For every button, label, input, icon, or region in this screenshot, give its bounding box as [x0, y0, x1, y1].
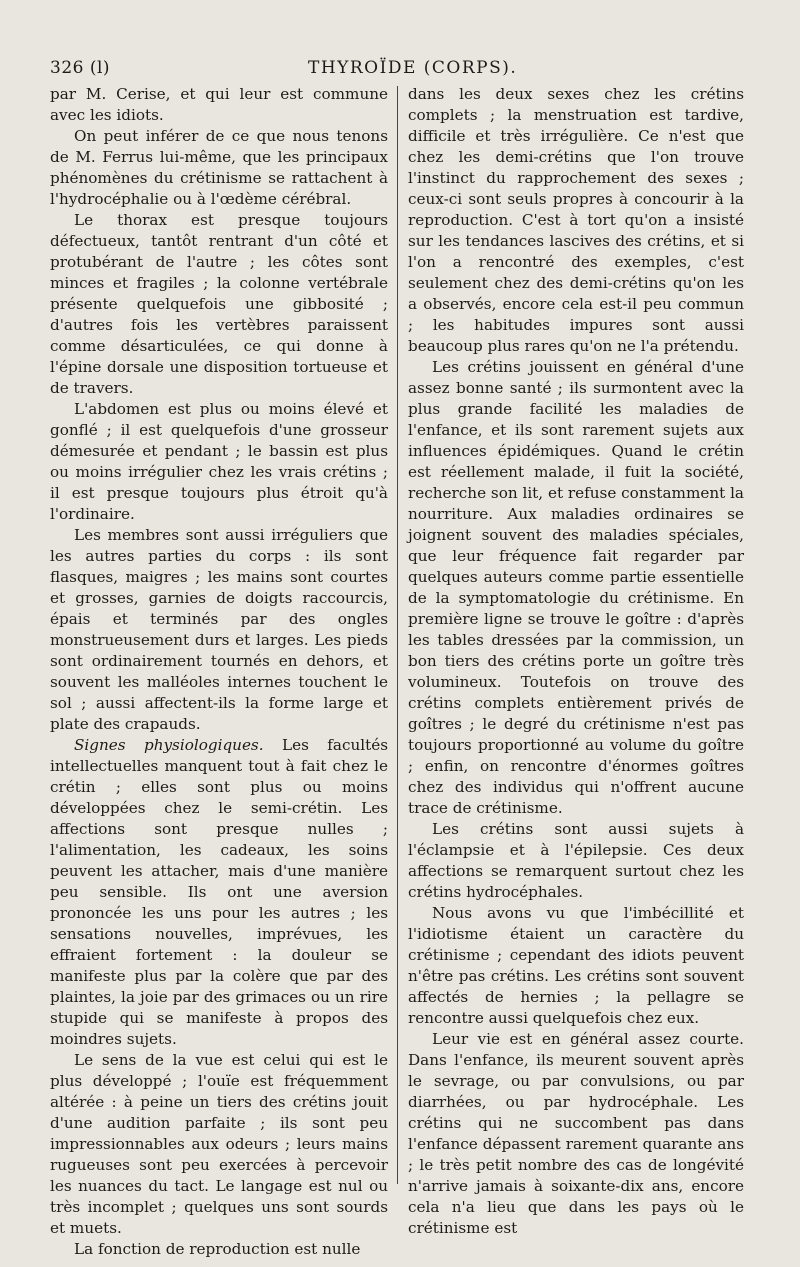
column-divider — [397, 86, 398, 1184]
left-column — [50, 84, 388, 1260]
paragraph — [50, 1050, 388, 1239]
paragraph — [50, 210, 388, 399]
paragraph — [408, 357, 744, 819]
section-subheading: Signes physiologiques. — [74, 736, 264, 754]
paragraph — [408, 84, 744, 357]
paragraph-text: Leur vie est en général assez courte. Dans l'enfance, ils meurent souvent après le sevrage, ou par convulsions, ou par diarrhées, ou par hydrocéphale. Les crétins qui ne succombent pas dans l'enfance dépassent rarement quarante ans ; le très petit nombre des cas de longévité n'arrive jamais à soixante-dix ans, encore cela n'a lieu que dans les pays où le crétinisme est — [408, 1030, 744, 1237]
right-column — [408, 84, 744, 1239]
page-number: 326 (l) — [50, 58, 111, 78]
paragraph-text: par M. Cerise, et qui leur est commune avec les idiots. — [50, 85, 388, 124]
paragraph-text: La fonction de reproduction est nulle — [74, 1240, 361, 1258]
paragraph-text: Les facultés intellectuelles manquent tout à fait chez le crétin ; elles sont plus ou moins développées chez le semi-crétin. Les affections sont presque nulles ; l'alimentation, les cadeaux, les soins peuvent les attacher, mais d'une manière peu sensible. Ils ont une aversion prononcée les uns pour les autres ; les sensations nouvelles, imprévues, les effraient fortement : la douleur se manifeste plus par la colère que par des plaintes, la joie par des grimaces ou un rire stupide qui se manifeste à propos des moindres sujets. — [50, 736, 388, 1048]
paragraph-text: On peut inférer de ce que nous tenons de M. Ferrus lui-même, que les principaux phénomènes du crétinisme se rattachent à l'hydrocéphalie ou à l'œdème cérébral. — [50, 127, 388, 208]
page-header — [50, 58, 786, 82]
paragraph — [50, 126, 388, 210]
paragraph — [50, 399, 388, 525]
running-title: THYROÏDE (CORPS). — [308, 58, 518, 78]
paragraph — [50, 735, 388, 1050]
paragraph-text: Nous avons vu que l'imbécillité et l'idiotisme étaient un caractère du crétinisme ; cependant des idiots peuvent n'être pas crétins. Les crétins sont souvent affectés de hernies ; la pellagre se rencontre aussi quelquefois chez eux. — [408, 904, 744, 1027]
paragraph — [408, 1029, 744, 1239]
paragraph — [50, 1239, 388, 1260]
paragraph-text: Le thorax est presque toujours défectueux, tantôt rentrant d'un côté et protubérant de l'autre ; les côtes sont minces et fragiles ; la colonne vertébrale présente quelquefois une gibbosité ; d'autres fois les vertèbres paraissent comme désarticulées, ce qui donne à l'épine dorsale une disposition tortueuse et de travers. — [50, 211, 388, 397]
paragraph-text: Les membres sont aussi irréguliers que les autres parties du corps : ils sont flasques, maigres ; les mains sont courtes et grosses, garnies de doigts raccourcis, épais et terminés par des ongles monstrueusement durs et larges. Les pieds sont ordinairement tournés en dehors, et souvent les malléoles internes touchent le sol ; aussi affectent-ils la forme large et plate des crapauds. — [50, 526, 388, 733]
paragraph — [408, 819, 744, 903]
paragraph-text: Le sens de la vue est celui qui est le plus développé ; l'ouïe est fréquemment altérée : à peine un tiers des crétins jouit d'une audition parfaite ; ils sont peu impressionnables aux odeurs ; leurs mains rugueuses sont peu exercées à percevoir les nuances du tact. Le langage est nul ou très incomplet ; quelques uns sont sourds et muets. — [50, 1051, 388, 1237]
paragraph-text: Les crétins jouissent en général d'une assez bonne santé ; ils surmontent avec la plus grande facilité les maladies de l'enfance, et ils sont rarement sujets aux influences épidémiques. Quand le crétin est réellement malade, il fuit la société, recherche son lit, et refuse constamment la nourriture. Aux maladies ordinaires se joignent souvent des maladies spéciales, que leur fréquence fait regarder par quelques auteurs comme partie essentielle de la symptomatologie du crétinisme. En première ligne se trouve le goître : d'après les tables dressées par la commission, un bon tiers des crétins porte un goître très volumineux. Toutefois on trouve des crétins complets entièrement privés de goîtres ; le degré du crétinisme n'est pas toujours proportionné au volume du goître ; enfin, on rencontre d'énormes goîtres chez des individus qui n'offrent aucune trace de crétinisme. — [408, 358, 744, 817]
paragraph-text: Les crétins sont aussi sujets à l'éclampsie et à l'épilepsie. Ces deux affections se remarquent surtout chez les crétins hydrocéphales. — [408, 820, 744, 901]
paragraph-text: L'abdomen est plus ou moins élevé et gonflé ; il est quelquefois d'une grosseur démesurée et pendant ; le bassin est plus ou moins irrégulier chez les vrais crétins ; il est presque toujours plus étroit qu'à l'ordinaire. — [50, 400, 388, 523]
paragraph-text: dans les deux sexes chez les crétins complets ; la menstruation est tardive, difficile et très irrégulière. Ce n'est que chez les demi-crétins que l'on trouve l'instinct du rapprochement des sexes ; ceux-ci sont seuls propres à concourir à la reproduction. C'est à tort qu'on a insisté sur les tendances lascives des crétins, et si l'on a rencontré des exemples, c'est seulement chez des demi-crétins qu'on les a observés, encore cela est-il peu commun ; les habitudes impures sont aussi beaucoup plus rares qu'on ne l'a prétendu. — [408, 85, 744, 355]
paragraph — [50, 84, 388, 126]
paragraph — [50, 525, 388, 735]
paragraph — [408, 903, 744, 1029]
